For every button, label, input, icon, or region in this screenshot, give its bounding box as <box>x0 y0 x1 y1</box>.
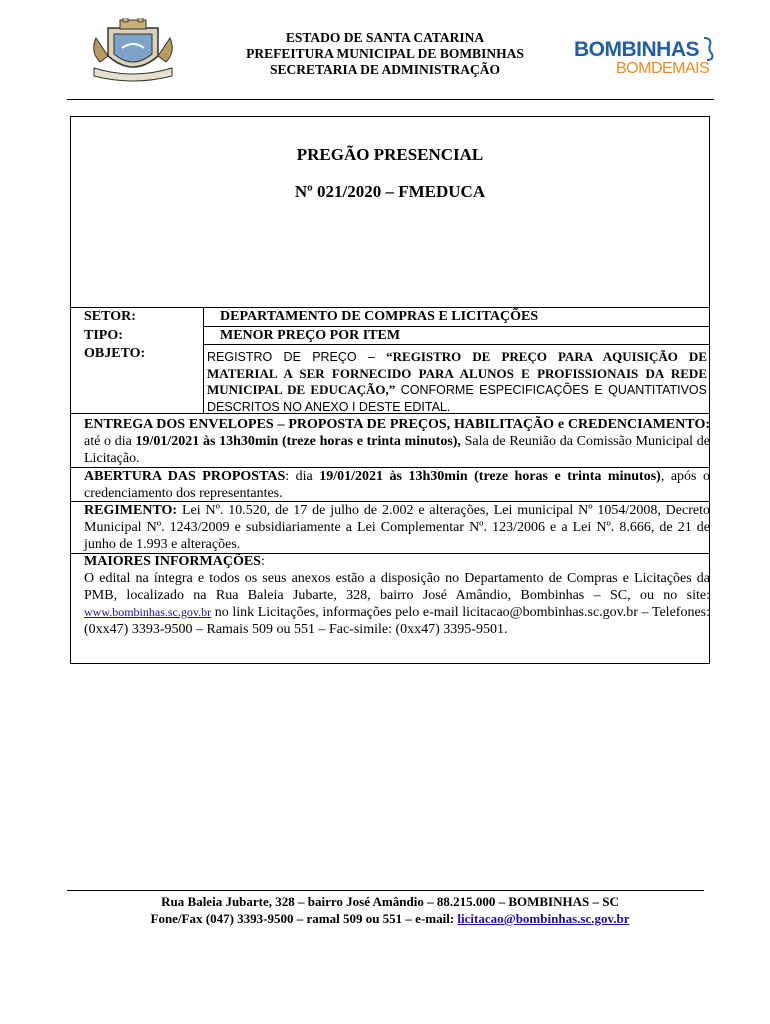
logo-bomdemais-text: BOMDEMAIS <box>616 60 710 77</box>
maiores-colon: : <box>260 554 265 569</box>
footer-address: Rua Baleia Jubarte, 328 – bairro José Amândio – 88.215.000 – BOMBINHAS – SC <box>161 894 619 909</box>
info-table-top-border <box>70 307 710 308</box>
objeto-value <box>207 349 707 415</box>
objeto-suffix: CONFORME ESPECIFICAÇÕES E QUANTITATIVOS DESCRITOS NO ANEXO I DESTE EDITAL. <box>207 383 707 414</box>
setor-label: SETOR: <box>84 309 136 324</box>
maiores-heading-line <box>84 553 710 570</box>
setor-value: DEPARTAMENTO DE COMPRAS E LICITAÇÕES <box>220 309 539 324</box>
maiores-text-1: O edital na íntegra e todos os seus anexos estão a disposição no Departamento de Compras e Licitações da PMB, localizado na Rua Baleia Jubarte, 328, bairro José Amândio, Bombinhas – SC, ou no site: <box>84 571 710 603</box>
entrega-text-2: Sala de Reunião da Comissão Municipal de Licitação. <box>84 434 710 466</box>
seahorse-icon <box>698 36 718 62</box>
footer-contact <box>70 910 710 927</box>
info-row-divider-2 <box>203 344 710 345</box>
entrega-text-1: até o dia <box>84 434 136 449</box>
tipo-label: TIPO: <box>84 328 123 343</box>
maiores-paragraph <box>84 570 710 638</box>
maiores-text-2: no link Licitações, informações pelo e-mail licitacao@bombinhas.sc.gov.br – Telefones: (0xx47) 3393-9500 – Ramais 509 ou 551 – Fac-simile: (0xx47) 3395-9501. <box>84 605 710 637</box>
info-row-divider-1 <box>203 326 710 327</box>
header-text-block <box>150 30 620 78</box>
abertura-text-2: , após o credenciamento dos representantes. <box>84 469 710 501</box>
regimento-text: Lei Nº. 10.520, de 17 de julho de 2.002 e alterações, Lei municipal Nº 1054/2008, Decreto Municipal Nº. 1243/2009 e subsidiariamente a Lei Complementar Nº. 123/2006 e a Lei Nº. 8.666, de 21 de junho de 1.993 e alterações. <box>84 503 710 552</box>
footer-email-link[interactable]: licitacao@bombinhas.sc.gov.br <box>457 911 630 926</box>
objeto-description: “REGISTRO DE PREÇO PARA AQUISIÇÃO DE MATERIAL A SER FORNECIDO PARA ALUNOS E PROFISSIONAIS DA REDE MUNICIPAL DE EDUCAÇÃO,” <box>207 349 707 397</box>
abertura-heading: ABERTURA DAS PROPOSTAS <box>84 469 286 484</box>
entrega-date: 19/01/2021 às 13h30min (treze horas e trinta minutos), <box>135 434 461 449</box>
bombinhas-logo <box>570 36 720 86</box>
tipo-value: MENOR PREÇO POR ITEM <box>220 328 401 343</box>
objeto-label: OBJETO: <box>84 346 146 361</box>
maiores-heading: MAIORES INFORMAÇÕES <box>84 554 261 569</box>
footer-divider <box>67 890 704 891</box>
footer-phone: Fone/Fax (047) 3393-9500 – ramal 509 ou 551 – e-mail: <box>150 911 458 926</box>
document-number: Nº 021/2020 – FMEDUCA <box>294 182 486 201</box>
bombinhas-website-link[interactable]: www.bombinhas.sc.gov.br <box>84 605 212 619</box>
info-table-column-divider <box>203 307 204 413</box>
abertura-date: 19/01/2021 às 13h30min (treze horas e trinta minutos) <box>319 469 661 484</box>
regimento-heading: REGIMENTO: <box>84 503 178 518</box>
entrega-heading: ENTREGA DOS ENVELOPES – PROPOSTA DE PREÇOS, HABILITAÇÃO e CREDENCIAMENTO: <box>84 417 710 432</box>
entrega-paragraph <box>84 416 710 467</box>
header-secretariat: SECRETARIA DE ADMINISTRAÇÃO <box>269 62 501 77</box>
header-divider <box>67 99 714 100</box>
regimento-paragraph <box>84 502 710 553</box>
abertura-text-1: : dia <box>285 469 320 484</box>
document-title: PREGÃO PRESENCIAL <box>296 145 484 164</box>
logo-bombinhas-text: BOMBINHAS <box>574 38 699 61</box>
header-prefecture: PREFEITURA MUNICIPAL DE BOMBINHAS <box>246 46 524 61</box>
header-state: ESTADO DE SANTA CATARINA <box>285 30 485 45</box>
objeto-prefix: REGISTRO DE PREÇO – <box>207 350 387 364</box>
abertura-paragraph <box>84 468 710 502</box>
